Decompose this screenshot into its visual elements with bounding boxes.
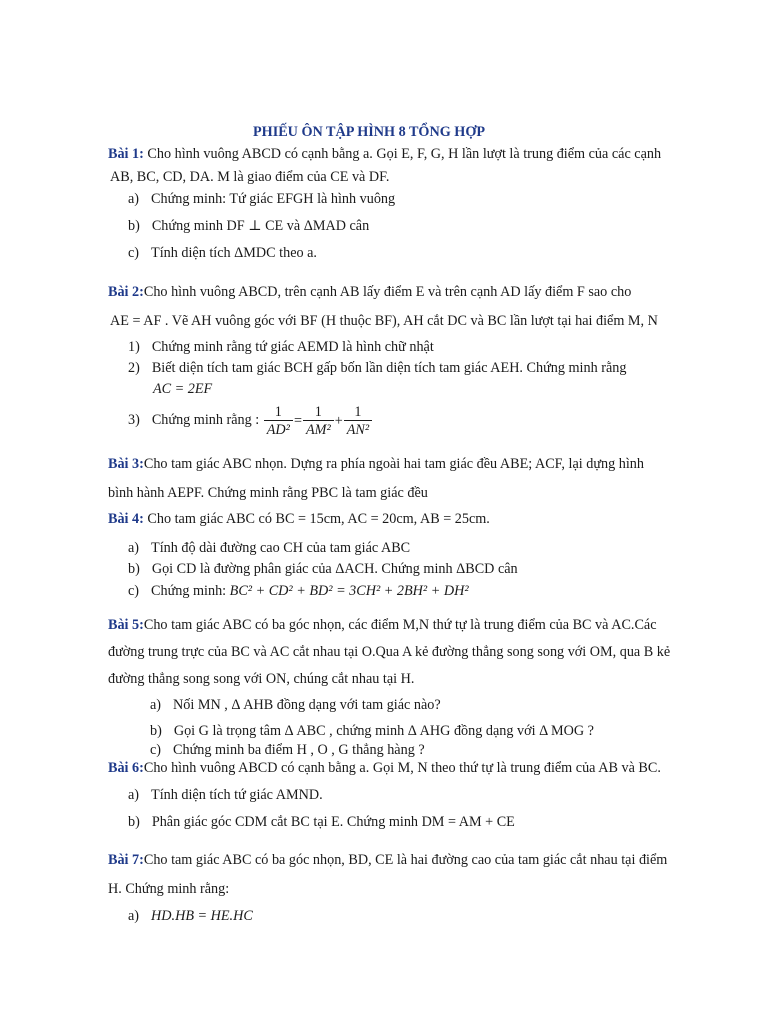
item-text: Chứng minh: <box>151 583 227 599</box>
exercise-5-line-2: đường trung trực của BC và AC cắt nhau tại O.Qua A kẻ đường thẳng song song với OM, qua B kẻ <box>108 644 671 660</box>
exercise-7-line-2: H. Chứng minh rằng: <box>108 881 230 897</box>
exercise-label: Bài 7: <box>108 852 144 868</box>
item-text: Chứng minh DF ⊥ CE và ΔMAD cân <box>151 218 370 234</box>
item-text: Biết diện tích tam giác BCH gấp bốn lần diện tích tam giác AEH. Chứng minh rằng <box>151 360 627 376</box>
exercise-7-line-1 <box>108 851 667 869</box>
exercise-label: Bài 5: <box>108 617 144 633</box>
item-text: Chứng minh rằng : <box>151 412 260 428</box>
item-text: Tính độ dài đường cao CH của tam giác ABC <box>151 540 411 556</box>
exercise-text: Cho hình vuông ABCD có cạnh bằng a. Gọi M, N theo thứ tự là trung điểm của AB và BC. <box>143 760 661 776</box>
exercise-text: Cho hình vuông ABCD, trên cạnh AB lấy điểm E và trên cạnh AD lấy điểm F sao cho <box>143 284 632 300</box>
item-marker: b) <box>128 561 140 577</box>
item-text: Chứng minh rằng tứ giác AEMD là hình chữ nhật <box>151 339 434 355</box>
exercise-2-item-2-cont: AC = 2EF <box>153 381 213 397</box>
item-text: Tính diện tích tứ giác AMND. <box>151 787 323 803</box>
exercise-label: Bài 2: <box>108 284 144 300</box>
exercise-5-item-b <box>150 722 594 740</box>
exercise-2-line-1 <box>108 283 631 301</box>
item-text: Gọi CD là đường phân giác của ΔACH. Chứng minh ΔBCD cân <box>151 561 518 577</box>
exercise-1-line-2: AB, BC, CD, DA. M là giao điểm của CE và DF. <box>110 169 390 185</box>
item-text: Chứng minh: Tứ giác EFGH là hình vuông <box>151 191 396 207</box>
exercise-2-item-2 <box>128 359 626 377</box>
item-marker: b) <box>128 218 140 234</box>
item-marker: a) <box>128 787 140 803</box>
exercise-text: Cho tam giác ABC nhọn. Dựng ra phía ngoài hai tam giác đều ABE; ACF, lại dựng hình <box>143 456 644 472</box>
item-marker: c) <box>150 742 162 758</box>
item-marker: 1) <box>128 339 140 355</box>
item-marker: a) <box>150 697 162 713</box>
item-marker: c) <box>128 583 140 599</box>
exercise-6-item-b <box>128 813 515 831</box>
exercise-text: Cho tam giác ABC có ba góc nhọn, các điểm M,N thứ tự là trung điểm của BC và AC.Các <box>143 617 657 633</box>
fraction-an: $\frac{1}{\text{AN²}}$ <box>344 404 372 439</box>
page-title: PHIẾU ÔN TẬP HÌNH 8 TỔNG HỢP <box>253 124 486 140</box>
item-marker: a) <box>128 540 140 556</box>
item-marker: c) <box>128 245 140 261</box>
exercise-6-item-a <box>128 786 323 804</box>
exercise-3-line-2: bình hành AEPF. Chứng minh rằng PBC là tam giác đều <box>108 485 428 501</box>
item-text: Phân giác góc CDM cắt BC tại E. Chứng minh DM = AM + CE <box>151 814 515 830</box>
exercise-3-line-1 <box>108 455 644 473</box>
exercise-text: Cho tam giác ABC có BC = 15cm, AC = 20cm, AB = 25cm. <box>143 511 490 527</box>
item-text: HD.HB = HE.HC <box>151 908 253 924</box>
exercise-label: Bài 4: <box>108 511 144 527</box>
exercise-text: Cho tam giác ABC có ba góc nhọn, BD, CE là hai đường cao của tam giác cắt nhau tại điểm <box>143 852 668 868</box>
exercise-5-item-a <box>150 696 441 714</box>
exercise-7-item-a <box>128 907 253 925</box>
fraction-am: $\frac{1}{\text{AM²}}$ <box>303 404 334 439</box>
item-marker: a) <box>128 191 140 207</box>
item-text: Chứng minh ba điểm H , O , G thẳng hàng ? <box>173 742 425 758</box>
exercise-text: Cho hình vuông ABCD có cạnh bằng a. Gọi E, F, G, H lần lượt là trung điểm của các cạnh <box>143 146 662 162</box>
exercise-1-item-c <box>128 244 317 262</box>
exercise-2-item-3 <box>128 400 373 441</box>
item-text: Nối MN , Δ AHB đồng dạng với tam giác nào? <box>173 697 441 713</box>
formula-pythag: BC² + CD² + BD² = 3CH² + 2BH² + DH² <box>229 583 469 599</box>
exercise-5-line-3: đường thẳng song song với ON, chúng cắt nhau tại H. <box>108 671 415 687</box>
item-marker: b) <box>128 814 140 830</box>
item-marker: b) <box>150 723 162 739</box>
exercise-label: Bài 3: <box>108 456 144 472</box>
exercise-4-item-c <box>128 582 469 600</box>
exercise-4-item-a <box>128 539 410 557</box>
fraction-ad: $\frac{1}{\text{AD²}}$ <box>264 404 293 439</box>
exercise-6-line-1 <box>108 759 661 777</box>
item-marker: 3) <box>128 412 140 428</box>
exercise-1-item-a <box>128 190 395 208</box>
exercise-4-line-1 <box>108 510 490 528</box>
exercise-5-item-c <box>150 741 425 759</box>
exercise-5-line-1 <box>108 616 657 634</box>
exercise-4-item-b <box>128 560 518 578</box>
item-text: Tính diện tích ΔMDC theo a. <box>151 245 317 261</box>
exercise-2-line-2: AE = AF . Vẽ AH vuông góc với BF (H thuộc BF), AH cắt DC và BC lần lượt tại hai điểm M, N <box>110 313 658 329</box>
exercise-1-line-1 <box>108 145 661 163</box>
item-marker: 2) <box>128 360 140 376</box>
exercise-1-item-b <box>128 217 369 235</box>
item-marker: a) <box>128 908 140 924</box>
exercise-2-item-1 <box>128 338 434 356</box>
exercise-label: Bài 6: <box>108 760 144 776</box>
exercise-label: Bài 1: <box>108 146 144 162</box>
formula-equation: $\frac{1}{\text{AD²}}$ = $\frac{1}{\text{AM²}}$ + $\frac{1}{\text{AN²}}$ <box>263 401 373 441</box>
item-text: Gọi G là trọng tâm Δ ABC , chứng minh Δ AHG đồng dạng với Δ MOG ? <box>173 723 594 739</box>
